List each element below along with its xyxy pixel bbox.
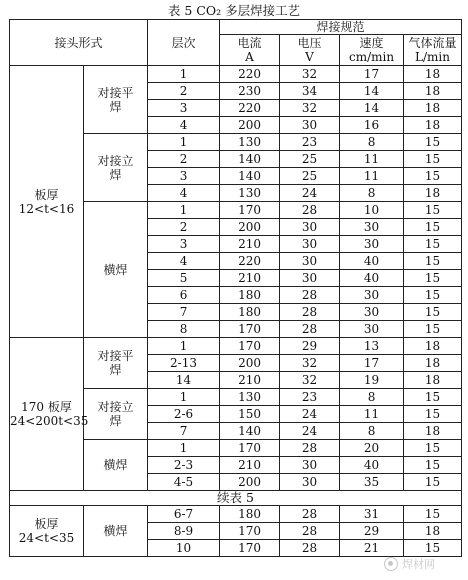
gas-flow-cell: 18 (404, 338, 462, 355)
voltage-cell: 23 (280, 134, 340, 151)
weld-position-cell (84, 389, 148, 440)
cell-line: 对接平 (97, 85, 134, 100)
gas-flow-cell: 15 (404, 474, 462, 491)
current-cell: 140 (220, 423, 280, 440)
layer-cell: 2 (148, 219, 220, 236)
table-title: 表 5 CO₂ 多层焊接工艺 (167, 3, 301, 18)
voltage-cell: 28 (280, 440, 340, 457)
layer-cell: 3 (148, 168, 220, 185)
voltage-cell: 28 (280, 321, 340, 338)
gas-flow-cell: 18 (404, 66, 462, 83)
gas-flow-cell: 15 (404, 406, 462, 423)
layer-cell: 10 (148, 540, 220, 557)
watermark-text: 焊材网 (402, 558, 435, 571)
speed-cell: 17 (340, 355, 404, 372)
gas-flow-cell: 18 (404, 83, 462, 100)
speed-cell: 35 (340, 474, 404, 491)
table-row (10, 338, 462, 355)
cell-line: 横焊 (103, 458, 128, 472)
header-layer: 层次 (148, 20, 220, 66)
layer-cell: 1 (148, 338, 220, 355)
layer-cell: 3 (148, 236, 220, 253)
current-cell: 200 (220, 219, 280, 236)
layer-cell: 2-6 (148, 406, 220, 423)
gas-flow-cell: 15 (404, 202, 462, 219)
voltage-cell: 30 (280, 236, 340, 253)
voltage-cell: 28 (280, 523, 340, 540)
welding-process-table (9, 19, 462, 557)
layer-cell: 6 (148, 287, 220, 304)
header-gas-flow: 气体流量 L/min (404, 35, 462, 66)
cell-line: 170 板厚 (21, 400, 72, 414)
voltage-cell: 32 (280, 66, 340, 83)
watermark-logo-icon (384, 557, 398, 571)
speed-cell: 11 (340, 151, 404, 168)
layer-cell: 2-13 (148, 355, 220, 372)
cell-line: 板厚 (34, 187, 59, 202)
voltage-cell: 30 (280, 474, 340, 491)
cell-line: 横焊 (103, 262, 128, 277)
current-cell: 220 (220, 66, 280, 83)
speed-cell: 31 (340, 506, 404, 523)
layer-cell: 1 (148, 389, 220, 406)
thickness-cell (10, 66, 84, 338)
speed-cell: 8 (340, 423, 404, 440)
speed-cell: 14 (340, 83, 404, 100)
gas-flow-cell: 18 (404, 523, 462, 540)
speed-cell: 8 (340, 185, 404, 202)
voltage-cell: 23 (280, 389, 340, 406)
cell-line: 板厚 (34, 517, 59, 531)
thickness-cell (10, 506, 84, 557)
speed-cell: 20 (340, 440, 404, 457)
speed-cell: 40 (340, 253, 404, 270)
gas-flow-cell: 15 (404, 134, 462, 151)
speed-cell: 30 (340, 236, 404, 253)
speed-cell: 16 (340, 117, 404, 134)
gas-flow-cell: 15 (404, 151, 462, 168)
speed-cell: 29 (340, 523, 404, 540)
cell-line: 24<200t<35 (10, 414, 89, 428)
layer-cell: 1 (148, 134, 220, 151)
layer-cell: 2 (148, 83, 220, 100)
speed-cell: 21 (340, 540, 404, 557)
table-row (10, 506, 462, 523)
gas-flow-cell: 15 (404, 219, 462, 236)
current-cell: 170 (220, 440, 280, 457)
voltage-cell: 28 (280, 506, 340, 523)
cell-line: 焊 (109, 167, 122, 182)
speed-cell: 30 (340, 287, 404, 304)
voltage-cell: 24 (280, 423, 340, 440)
speed-cell: 10 (340, 202, 404, 219)
header-welding-spec: 焊接规范 (220, 20, 462, 35)
continued-label: 续表 5 (10, 491, 462, 506)
voltage-cell: 28 (280, 202, 340, 219)
gas-flow-cell: 15 (404, 457, 462, 474)
layer-cell: 5 (148, 270, 220, 287)
layer-cell: 4 (148, 185, 220, 202)
layer-cell: 3 (148, 100, 220, 117)
weld-position-cell (84, 338, 148, 389)
weld-position-cell (84, 66, 148, 134)
cell-line: 对接立 (97, 153, 134, 168)
gas-flow-cell: 15 (404, 304, 462, 321)
current-cell: 170 (220, 523, 280, 540)
voltage-cell: 30 (280, 457, 340, 474)
voltage-cell: 28 (280, 540, 340, 557)
speed-cell: 40 (340, 457, 404, 474)
voltage-cell: 30 (280, 219, 340, 236)
speed-cell: 30 (340, 304, 404, 321)
voltage-cell: 30 (280, 270, 340, 287)
current-cell: 220 (220, 100, 280, 117)
layer-cell: 14 (148, 372, 220, 389)
gas-flow-cell: 15 (404, 540, 462, 557)
current-cell: 210 (220, 372, 280, 389)
current-cell: 180 (220, 287, 280, 304)
thickness-cell (10, 338, 89, 491)
voltage-cell: 32 (280, 100, 340, 117)
table-row (10, 66, 462, 83)
gas-flow-cell: 18 (404, 185, 462, 202)
speed-cell: 19 (340, 372, 404, 389)
voltage-cell: 32 (280, 355, 340, 372)
weld-position-cell (84, 506, 148, 557)
voltage-cell: 32 (280, 372, 340, 389)
header-current: 电流 A (220, 35, 280, 66)
weld-position-cell (84, 202, 148, 338)
cell-line: 12<t<16 (18, 201, 75, 216)
speed-cell: 11 (340, 168, 404, 185)
layer-cell: 1 (148, 440, 220, 457)
continued-row (10, 491, 462, 506)
current-cell: 180 (220, 506, 280, 523)
voltage-cell: 28 (280, 287, 340, 304)
gas-flow-cell: 15 (404, 506, 462, 523)
speed-cell: 13 (340, 338, 404, 355)
weld-position-cell (84, 440, 148, 491)
layer-cell: 6-7 (148, 506, 220, 523)
speed-cell: 17 (340, 66, 404, 83)
current-cell: 150 (220, 406, 280, 423)
layer-cell: 7 (148, 423, 220, 440)
gas-flow-cell: 18 (404, 100, 462, 117)
current-cell: 170 (220, 338, 280, 355)
gas-flow-cell: 18 (404, 355, 462, 372)
layer-cell: 4 (148, 117, 220, 134)
weld-position-cell (84, 134, 148, 202)
voltage-cell: 29 (280, 338, 340, 355)
voltage-cell: 30 (280, 117, 340, 134)
layer-cell: 4 (148, 253, 220, 270)
header-speed: 速度 cm/min (340, 35, 404, 66)
speed-cell: 8 (340, 134, 404, 151)
gas-flow-cell: 18 (404, 117, 462, 134)
layer-cell: 2-3 (148, 457, 220, 474)
speed-cell: 40 (340, 270, 404, 287)
gas-flow-cell: 15 (404, 168, 462, 185)
cell-line: 焊 (109, 363, 122, 377)
current-cell: 170 (220, 202, 280, 219)
layer-cell: 1 (148, 202, 220, 219)
speed-cell: 30 (340, 321, 404, 338)
current-cell: 220 (220, 253, 280, 270)
speed-cell: 14 (340, 100, 404, 117)
current-cell: 180 (220, 304, 280, 321)
current-cell: 200 (220, 117, 280, 134)
voltage-cell: 34 (280, 83, 340, 100)
voltage-cell: 30 (280, 253, 340, 270)
table-body (10, 66, 462, 557)
gas-flow-cell: 15 (404, 236, 462, 253)
cell-line: 对接平 (97, 349, 134, 363)
speed-cell: 11 (340, 406, 404, 423)
cell-line: 对接立 (97, 400, 134, 414)
layer-cell: 8 (148, 321, 220, 338)
layer-cell: 4-5 (148, 474, 220, 491)
gas-flow-cell: 18 (404, 423, 462, 440)
voltage-cell: 25 (280, 151, 340, 168)
current-cell: 210 (220, 270, 280, 287)
current-cell: 130 (220, 389, 280, 406)
voltage-cell: 28 (280, 304, 340, 321)
speed-cell: 8 (340, 389, 404, 406)
current-cell: 170 (220, 540, 280, 557)
gas-flow-cell: 15 (404, 270, 462, 287)
voltage-cell: 25 (280, 168, 340, 185)
current-cell: 230 (220, 83, 280, 100)
header-voltage: 电压 V (280, 35, 340, 66)
gas-flow-cell: 15 (404, 253, 462, 270)
current-cell: 200 (220, 474, 280, 491)
cell-line: 横焊 (103, 524, 128, 538)
current-cell: 140 (220, 151, 280, 168)
current-cell: 130 (220, 185, 280, 202)
layer-cell: 8-9 (148, 523, 220, 540)
gas-flow-cell: 15 (404, 389, 462, 406)
gas-flow-cell: 15 (404, 287, 462, 304)
cell-line: 焊 (109, 99, 122, 114)
current-cell: 210 (220, 457, 280, 474)
layer-cell: 1 (148, 66, 220, 83)
gas-flow-cell: 15 (404, 321, 462, 338)
layer-cell: 2 (148, 151, 220, 168)
cell-line: 焊 (109, 414, 122, 428)
current-cell: 210 (220, 236, 280, 253)
current-cell: 130 (220, 134, 280, 151)
gas-flow-cell: 18 (404, 372, 462, 389)
header-joint-form: 接头形式 (10, 20, 148, 66)
voltage-cell: 24 (280, 406, 340, 423)
cell-line: 24<t<35 (18, 531, 75, 545)
current-cell: 200 (220, 355, 280, 372)
watermark (384, 556, 454, 572)
current-cell: 140 (220, 168, 280, 185)
speed-cell: 30 (340, 219, 404, 236)
layer-cell: 7 (148, 304, 220, 321)
gas-flow-cell: 15 (404, 440, 462, 457)
current-cell: 170 (220, 321, 280, 338)
voltage-cell: 24 (280, 185, 340, 202)
